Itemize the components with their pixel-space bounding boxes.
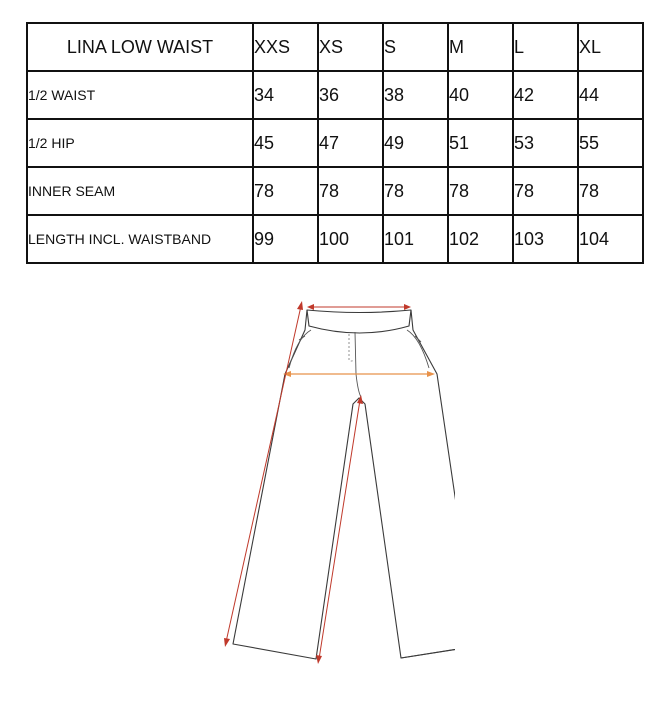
table-cell: 100 <box>318 215 383 263</box>
pants-outline <box>233 310 455 659</box>
row-label: INNER SEAM <box>27 167 253 215</box>
table-cell: 78 <box>448 167 513 215</box>
right-leg-outline <box>401 310 455 658</box>
table-cell: 47 <box>318 119 383 167</box>
length-measure-arrow-bottom <box>224 638 230 647</box>
table-cell: 44 <box>578 71 643 119</box>
table-cell: 40 <box>448 71 513 119</box>
table-header-row <box>27 23 643 71</box>
table-cell: 45 <box>253 119 318 167</box>
table-cell: 42 <box>513 71 578 119</box>
size-header-xs: XS <box>318 23 383 71</box>
table-row-inner-seam <box>27 167 643 215</box>
table-cell: 78 <box>318 167 383 215</box>
size-header-xl: XL <box>578 23 643 71</box>
table-row-length <box>27 215 643 263</box>
size-header-xxs: XXS <box>253 23 318 71</box>
table-cell: 78 <box>383 167 448 215</box>
table-cell: 36 <box>318 71 383 119</box>
right-pocket-line <box>407 330 429 368</box>
table-row-half-hip <box>27 119 643 167</box>
table-cell: 53 <box>513 119 578 167</box>
table-cell: 34 <box>253 71 318 119</box>
length-measure-line <box>226 306 301 642</box>
pants-measurement-diagram <box>215 296 455 668</box>
table-cell: 51 <box>448 119 513 167</box>
table-cell: 101 <box>383 215 448 263</box>
size-header-m: M <box>448 23 513 71</box>
length-measure-arrow-top <box>297 301 303 310</box>
table-cell: 78 <box>513 167 578 215</box>
table-row-half-waist <box>27 71 643 119</box>
table-cell: 99 <box>253 215 318 263</box>
inseam-measure-line <box>319 400 360 659</box>
table-cell: 104 <box>578 215 643 263</box>
table-cell: 103 <box>513 215 578 263</box>
row-label: 1/2 WAIST <box>27 71 253 119</box>
style-name-header: LINA LOW WAIST <box>27 23 253 71</box>
table-cell: 78 <box>578 167 643 215</box>
table-cell: 78 <box>253 167 318 215</box>
left-pocket-line <box>289 330 311 368</box>
table-cell: 49 <box>383 119 448 167</box>
waistband-outline <box>307 310 411 333</box>
row-label: LENGTH INCL. WAISTBAND <box>27 215 253 263</box>
size-header-l: L <box>513 23 578 71</box>
size-chart-table <box>26 22 644 264</box>
table-cell: 38 <box>383 71 448 119</box>
waist-measure-arrow-left <box>307 304 314 310</box>
fly-stitch <box>349 334 354 361</box>
size-header-s: S <box>383 23 448 71</box>
table-cell: 102 <box>448 215 513 263</box>
front-rise-line <box>355 332 361 397</box>
inseam-measure-arrow-bottom <box>316 655 322 664</box>
hip-measure-arrow-right <box>427 371 435 377</box>
row-label: 1/2 HIP <box>27 119 253 167</box>
table-cell: 55 <box>578 119 643 167</box>
waist-measure-arrow-right <box>404 304 411 310</box>
